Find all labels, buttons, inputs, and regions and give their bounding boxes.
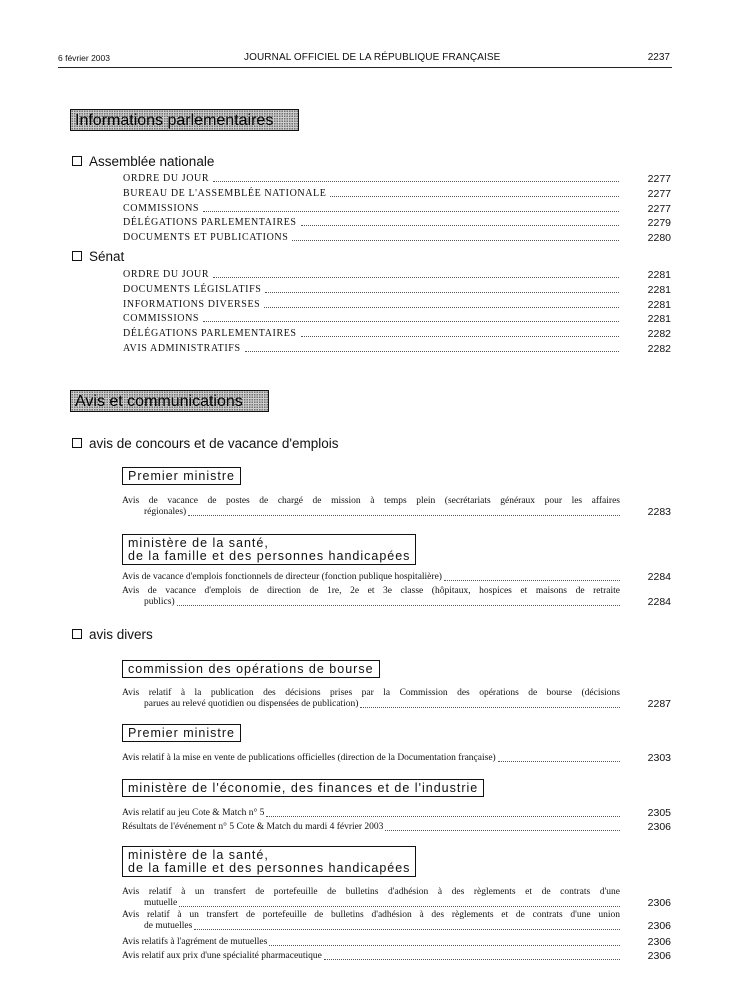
notice-text-line: [122, 808, 620, 819]
category-assemblee-nationale: [72, 154, 214, 170]
dot-leader: [269, 945, 620, 946]
toc-page: 2280: [647, 232, 671, 245]
dot-leader: [324, 959, 620, 960]
dot-leader: [179, 906, 620, 907]
notice-page: 2306: [647, 897, 671, 909]
toc-row: [123, 187, 671, 202]
notice-text-line: [122, 572, 620, 583]
checkbox-square-icon: [72, 156, 82, 166]
header-page-number: 2237: [647, 52, 670, 63]
toc-row: [123, 202, 671, 217]
dot-leader: [265, 292, 619, 293]
toc-label: COMMISSIONS: [123, 313, 200, 325]
ministry-box-premier-ministre: [122, 467, 241, 485]
notice-text-line: [122, 753, 620, 764]
toc-label: INFORMATIONS DIVERSES: [123, 298, 261, 310]
toc-row: [123, 327, 671, 342]
toc-page: 2277: [647, 187, 671, 200]
notice-text: Résultats de l'événement n° 5 Cote & Match du mardi 4 février 2003: [122, 822, 384, 832]
notice-text: mutuelle: [144, 898, 178, 908]
toc-label: ORDRE DU JOUR: [123, 173, 210, 184]
notice-text: de mutuelles: [144, 921, 193, 931]
dot-leader: [264, 307, 619, 308]
toc-page: 2281: [647, 313, 671, 326]
notice-text-line1: Avis relatif à un transfert de portefeuille de bulletins d'adhésion à des règlements et de contrats d'une union: [122, 910, 620, 920]
notice-text: publics): [144, 597, 175, 607]
notice-text-line1: Avis de vacance d'emplois de direction de 1re, 2e et 3e classe (hôpitaux, hospices et maisons de retraite: [122, 586, 620, 596]
category-title: Assemblée nationale: [89, 154, 215, 169]
dot-leader: [245, 351, 619, 352]
notice-entry: [122, 496, 671, 518]
notice-text-line: [122, 822, 620, 833]
notice-entry: [122, 808, 671, 819]
ministry-box-economie-finances-industrie: [122, 779, 484, 797]
notice-text-line1: Avis relatif à la publication des décisions prises par la Commission des opérations de bourse (décisions: [122, 688, 620, 698]
toc-row: [123, 216, 671, 231]
dot-leader: [203, 321, 619, 322]
notice-text-line: [122, 937, 620, 948]
journal-title: JOURNAL OFFICIEL DE LA RÉPUBLIQUE FRANÇAISE: [244, 52, 501, 63]
notice-page: 2287: [647, 698, 671, 710]
ministry-name: Premier ministre: [128, 726, 235, 740]
notice-entry: [122, 572, 671, 583]
dot-leader: [266, 816, 620, 817]
toc-page: 2277: [647, 173, 671, 185]
notice-page: 2283: [647, 506, 671, 518]
section-band-informations-parlementaires: Informations parlementaires: [70, 109, 299, 131]
dot-leader: [203, 211, 619, 212]
notice-text: Avis relatifs à l'agrément de mutuelles: [122, 937, 268, 947]
dot-leader: [292, 240, 619, 241]
notice-page: 2306: [647, 920, 671, 932]
toc-page: 2281: [647, 283, 671, 296]
notice-page: 2284: [647, 596, 671, 608]
notice-text-line1: Avis de vacance de postes de chargé de mission à temps plein (secrétariats généraux pour les affaires: [122, 496, 620, 506]
category-avis-de-concours: [72, 436, 338, 452]
toc-label: AVIS ADMINISTRATIFS: [123, 342, 241, 354]
ministry-box-sante: [122, 846, 416, 877]
ministry-box-commission-operations-bourse: [122, 660, 380, 678]
notice-page: 2306: [647, 936, 671, 948]
notice-entry: [122, 688, 671, 710]
dot-leader: [213, 181, 619, 182]
notice-entry: [122, 910, 671, 932]
dot-leader: [444, 580, 620, 581]
toc-page: 2277: [647, 202, 671, 215]
notice-text: parues au relevé quotidien ou dispensées de publication): [144, 699, 359, 709]
toc-senat: [123, 268, 671, 357]
header-date: 6 février 2003: [58, 53, 110, 63]
dot-leader: [188, 515, 620, 516]
notice-text: Avis de vacance d'emplois fonctionnels de directeur (fonction publique hospitalière): [122, 572, 442, 582]
notice-entry: [122, 822, 671, 833]
notice-entry: [122, 753, 671, 764]
toc-label: BUREAU DE L'ASSEMBLÉE NATIONALE: [123, 187, 327, 199]
toc-row: [123, 298, 671, 313]
dot-leader: [213, 277, 619, 278]
toc-assemblee: [123, 172, 671, 246]
category-title: avis de concours et de vacance d'emplois: [89, 436, 339, 451]
toc-page: 2281: [647, 298, 671, 311]
notice-text: régionales): [144, 507, 187, 517]
notice-page: 2306: [647, 821, 671, 833]
dot-leader: [385, 830, 620, 831]
notice-text-line2: [122, 699, 620, 710]
notice-text-line2: [122, 507, 620, 518]
toc-label: DOCUMENTS ET PUBLICATIONS: [123, 232, 289, 244]
toc-page: 2279: [647, 217, 671, 230]
ministry-name-line2: de la famille et des personnes handicapées: [128, 861, 411, 875]
toc-label: COMMISSIONS: [123, 202, 200, 214]
toc-row: [123, 283, 671, 298]
toc-page: 2282: [647, 342, 671, 355]
notice-page: 2306: [647, 950, 671, 962]
toc-label: DÉLÉGATIONS PARLEMENTAIRES: [123, 217, 297, 229]
toc-row: [123, 342, 671, 357]
dot-leader: [301, 336, 619, 337]
ministry-name: ministère de l'économie, des finances et de l'industrie: [128, 781, 479, 795]
notice-page: 2303: [647, 752, 671, 764]
notice-entry: [122, 951, 671, 962]
notice-text-line2: [122, 921, 620, 932]
notice-entry: [122, 586, 671, 608]
category-title: avis divers: [89, 627, 153, 642]
header-rule: [58, 67, 672, 68]
checkbox-square-icon: [72, 251, 82, 261]
category-title: Sénat: [89, 249, 125, 264]
notice-text: Avis relatif au jeu Cote & Match n° 5: [122, 808, 265, 818]
ministry-box-premier-ministre: [122, 724, 241, 742]
toc-page: 2281: [647, 269, 671, 281]
toc-label: DOCUMENTS LÉGISLATIFS: [123, 283, 262, 295]
dot-leader: [177, 605, 620, 606]
notice-entry: [122, 887, 671, 909]
notice-text: Avis relatif à la mise en vente de publications officielles (direction de la Documentation française): [122, 753, 496, 763]
dot-leader: [330, 196, 619, 197]
dot-leader: [301, 225, 619, 226]
notice-entry: [122, 937, 671, 948]
ministry-name-line1: ministère de la santé,: [128, 848, 269, 862]
notice-text-line1: Avis relatif à un transfert de portefeuille de bulletins d'adhésion à des règlements et de contrats d'une: [122, 887, 620, 897]
notice-page: 2284: [647, 571, 671, 583]
notice-text: Avis relatif aux prix d'une spécialité pharmaceutique: [122, 951, 322, 961]
toc-label: DÉLÉGATIONS PARLEMENTAIRES: [123, 328, 297, 340]
checkbox-square-icon: [72, 629, 82, 639]
toc-label: ORDRE DU JOUR: [123, 269, 210, 280]
notice-text-line2: [122, 898, 620, 909]
ministry-box-sante: [122, 534, 416, 565]
ministry-name-line1: ministère de la santé,: [128, 536, 269, 550]
ministry-name: commission des opérations de bourse: [128, 662, 374, 676]
toc-row: [123, 231, 671, 246]
ministry-name: Premier ministre: [128, 469, 235, 483]
page-header: [58, 52, 672, 66]
toc-row: [123, 172, 671, 187]
dot-leader: [360, 707, 620, 708]
notice-text-line2: [122, 597, 620, 608]
category-senat: [72, 249, 124, 265]
section-band-avis-et-communications: Avis et communications: [70, 390, 269, 412]
notice-page: 2305: [647, 807, 671, 819]
toc-row: [123, 312, 671, 327]
toc-row: [123, 268, 671, 283]
category-avis-divers: [72, 627, 153, 643]
ministry-name-line2: de la famille et des personnes handicapées: [128, 549, 411, 563]
notice-text-line: [122, 951, 620, 962]
dot-leader: [194, 929, 620, 930]
dot-leader: [498, 761, 620, 762]
toc-page: 2282: [647, 328, 671, 341]
checkbox-square-icon: [72, 438, 82, 448]
